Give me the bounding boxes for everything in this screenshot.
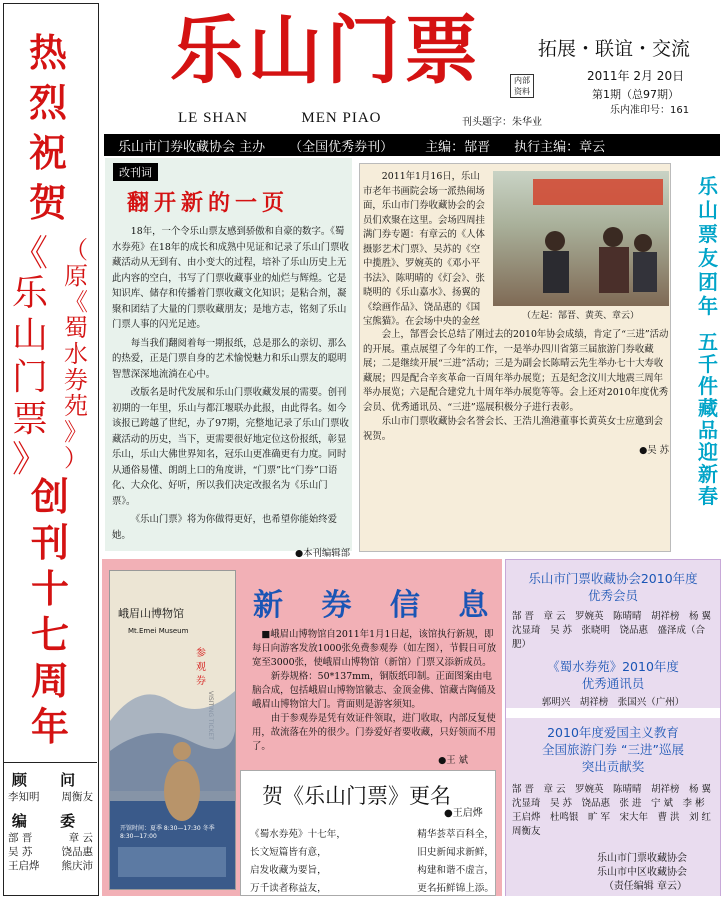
museum-name-en: Mt.Emei Museum [128,627,189,635]
new-ticket-paragraph: 新券规格：50*137mm，铜版纸印制。正面图案由电脑合成，包括峨眉山博物馆徽志、金顶金佛、馆藏古陶俑及峨眉山博物馆大门。背面则是游客须知。 [252,671,496,710]
poem-line [250,880,494,898]
museum-ticket-image [109,570,236,890]
banner-sub-char: 苑 [64,392,88,420]
award-heading: 《蜀水券苑》2010年度 [547,659,679,674]
headline-char: 五 [698,330,718,354]
left-banner-column [3,3,99,896]
poem-half-line: 《蜀水券苑》十七年， [250,829,346,840]
editor-name: 部 晋 [8,832,33,844]
banner-char: 贺 [28,180,67,225]
banner-sub-char: 原 [64,262,88,290]
banner-sub-char: ） [64,444,88,472]
banner-char: 票 [11,399,48,440]
poem-body [250,826,494,898]
new-ticket-signature: ●王 斌 [438,755,468,766]
banner-sub-char: 券 [64,366,88,394]
poem-half-line: 更名拓鲜锦上添。 [417,883,494,894]
awards-signature [597,852,687,894]
banner-char: 十 [30,566,69,611]
banner-char: 山 [11,315,48,356]
ticket-hours: 开馆时间：夏季 8:30—17:30 冬季 8:30—17:00 [120,825,215,840]
poem-half-line: 启发收藏为要旨， [250,865,327,876]
headline-char: 藏 [698,396,718,420]
poem-half-line: 长文短篇皆有意， [250,847,327,858]
headline-char: 春 [698,484,718,508]
sign-org: 乐山市门票收藏协会 [597,853,687,864]
advisor-label: 顾 问 [11,771,90,789]
award-heading: 优秀通讯员 [581,676,645,691]
poem-half-line: 旧史新闻求新鲜， [417,847,494,858]
masthead-title: 乐山门票 [170,8,482,94]
news-signature: ●吴 苏 [639,445,669,456]
banner-char: 《 [11,233,48,274]
editorial-paragraph: 18年，一个令乐山票友感到骄傲和自豪的数字。《蜀水券苑》在18年的成长和成熟中见证和记录了乐山门票收藏活动从无到有、由小变大的过程，培补了乐山历史上无此内容的空白，书写了门票收藏事业的灿烂与辉煌。它是知识库、储存和传播着门票收藏文化知识；是粘合剂，凝聚和团结了大量的门票收藏朋友；是地方志，铭刻了乐山门票人事的闪光足迹。 [112,226,349,330]
editorial-body [112,224,350,562]
banner-title-chars [8,233,52,480]
news-paragraph: 会上，郜晋会长总结了刚过去的2010年协会成绩，肯定了“三进”活动的开展。重点展望了今年的工作，一是举办四川省第三届旅游门券收藏展；二是继续开展“三进”活动；三是为副会长陈晴云先生举办七十大寿收藏展；四是配合辛亥革命一百周年举办展览；五是纪念汶川大地震三周年举办展览；六是配合建党九十周年举办展览等等。会上还对2010年度优秀会员、优秀通讯员、“三进”巡展积极分子进行表彰。 [363,329,669,413]
news-paragraph: 2011年1月16日，乐山市老年书画院会场一派热闹场面，乐山市门券收藏协会的会员们欢聚在这里。会场四周挂满门券专题：有章云的《人体摄影艺术门票》、吴苏的《空中揽胜》、罗婉英的《邓小平书法》、陈明晴的《灯会》、张晓明的《乐山嘉水》、扬翼的《绘画作品》、饶品惠的《国宝熊猫》。在会场中央的金丝 [363,171,485,327]
photo-caption: （左起：郜晋、黄英、章云） [522,311,640,321]
banner-char: 刊 [30,520,69,565]
banner-sub-char: 》 [64,418,88,446]
poem-title: 贺《乐山门票》更名 [262,784,451,808]
banner-sub-char: 蜀 [64,314,88,342]
editor-label: 编 委 [11,812,90,830]
poem-half-line: 构建和谐不虚言， [417,865,494,876]
stamp-seal: 内部资料 [510,74,534,98]
banner-char: 》 [11,439,48,480]
banner-char: 乐 [11,273,48,314]
editorial-tag: 改刊词 [113,163,158,181]
award-members: 郭明兴 胡祥榜 张国兴（广州） [541,697,685,708]
editor-name: 熊庆沛 [61,860,93,872]
editor-name: 吴 苏 [8,846,33,858]
slogan: 拓展・联谊・交流 [538,38,691,60]
headline-char: 千 [698,352,718,376]
award-heading: 突出贡献奖 [581,759,645,774]
banner-char: 烈 [28,80,67,125]
editorial-paragraph: 《乐山门票》将为你做得更好，也希望你能始终爱她。 [112,514,338,541]
new-ticket-title: 新 券 信 息 [253,588,503,623]
editorial-paragraph: 每当我们翻阅着每一期报纸，总是那么的亲切、那么的热爱，正是门票自身的艺术愉悦魅力和乐山票友的聪明智慧深深地流淌在心中。 [112,337,347,380]
banner-char: 七 [30,612,69,657]
headline-char: 年 [698,294,718,318]
editor-row [4,831,97,845]
banner-char: 创 [30,474,69,519]
headline-char: 品 [698,418,718,442]
banner-char: 门 [11,357,48,398]
headline-char: 迎 [698,440,718,464]
issue-number: 第1期（总97期） [592,88,679,101]
sign-org: 乐山市中区收藏协会 [597,867,687,878]
museum-name: 峨眉山博物馆 [118,607,184,620]
banner-sub-char: （ [64,236,88,264]
editor-row [4,859,97,873]
banner-char: 祝 [28,130,67,175]
masthead-calligraphy-credit: 刊头题字：朱华业 [462,117,542,128]
poem-line [250,844,494,862]
banner-char: 热 [28,30,67,75]
vertical-headline [678,176,718,546]
editorial-title: 翻开新的一页 [127,190,290,216]
headline-char: 友 [698,246,718,270]
pinyin-left: LE SHAN [178,110,248,126]
editor-row [4,845,97,859]
advisor-row [4,790,97,804]
editor-name: 王启烨 [8,860,40,872]
award-heading: 2010年度爱国主义教育 [547,725,679,740]
new-ticket-paragraph: ■峨眉山博物馆自2011年1月1日起，该馆执行新规，即每日向游客发放1000张免费参观券（如左图），节假日可放宽至3000张，使峨眉山博物馆（新馆）门票又添新成员。 [252,629,497,668]
banner-char: 年 [30,704,69,749]
vertical-headline-col1 [698,176,718,316]
banner-sub-chars [58,238,94,470]
poem-half-line: 精华荟萃百科全， [417,829,494,840]
news-body [363,170,669,459]
headline-char: 乐 [698,174,718,198]
issue-date: 2011年 2月 20日 [587,69,685,83]
banner-anniversary [26,474,74,749]
editor-name: 饶品惠 [61,846,93,858]
new-ticket-body [252,628,498,768]
editorial-paragraph: 改版名是时代发展和乐山门票收藏发展的需要。创刊初期的一年里，乐山与都江堰联办此报，由此得名。如今该报已跨越了世纪，办了97期，完整地记录了乐山门票收藏活动的历史，当下，更需要很好地定位这份报纸，彰显乐山，乐山大佛世界知名，冠乐山更准确更有力度。同时从通俗易懂、朗朗上口的角度讲，“门票”比“门券”口语化、大众化、好听，所以我们决定改报名为《乐山门票》。 [112,387,349,507]
poem-line [250,826,494,844]
vertical-headline-col2 [698,332,718,506]
pinyin-right: MEN PIAO [301,110,382,126]
chief-editor: 主编：郜晋 [425,139,491,155]
excellent-label: （全国优秀券刊） [289,139,394,155]
editorial-signature: ●本刊编辑部 [294,548,350,559]
headline-char: 新 [698,462,718,486]
banner-char: 周 [30,658,69,703]
new-ticket-paragraph: 由于参观券是凭有效证件领取，进门收取，内部反复使用，故流落在外的很少。门券爱好者要收藏，只好领而不用了。 [252,713,496,752]
poem-line [250,862,494,880]
exec-editor: 执行主编：章云 [514,139,606,155]
award-members: 郜 晋 章 云 罗婉英 陈晴晴 胡祥榜 杨 翼 沈显琦 吴 苏 饶品惠 张 进 宁 斌 李 彬 王启烨 杜鸣银 旷 军 宋大年 曹 洪 刘 红 周衡友 [512,784,721,837]
publisher-bar [104,134,720,156]
banner-sub-char: 水 [64,340,88,368]
headline-char: 山 [698,198,718,222]
awards-members-section [506,560,720,708]
award-heading: 乐山市门票收藏协会2010年度 [528,571,698,586]
banner-main-text [24,30,72,234]
poem-author: ●王启烨 [444,808,483,819]
news-paragraph: 乐山市门票收藏协会名誉会长、王浩儿渔港董事长黄英女士应邀到会祝贺。 [363,416,664,442]
headline-char: 件 [698,374,718,398]
editor-name: 章 云 [68,832,93,844]
advisor-name: 李知明 [8,791,40,803]
publisher-org: 乐山市门券收藏协会 主办 [118,139,266,155]
masthead-pinyin [178,110,382,127]
headline-char: 团 [698,270,718,294]
permit-number: 乐内准印号：161 [610,105,690,116]
award-members: 郜 晋 章 云 罗婉英 陈晴晴 胡祥榜 杨 翼 沈显琦 吴 苏 张晓明 饶品惠 盛泽成（合肥） [512,611,721,650]
poem-half-line: 万千读者称益友， [250,883,327,894]
headline-char: 票 [698,222,718,246]
museum-illustration-icon [110,571,235,889]
award-heading: 优秀会员 [587,588,638,603]
staff-box [4,762,97,895]
responsible-editor: （责任编辑 章云） [603,881,687,892]
award-heading: 全国旅游门券 “三进”巡展 [542,742,684,757]
advisor-name: 周衡友 [61,791,93,803]
ticket-label: 参观券 [196,648,206,687]
banner-sub-char: 《 [64,288,88,316]
